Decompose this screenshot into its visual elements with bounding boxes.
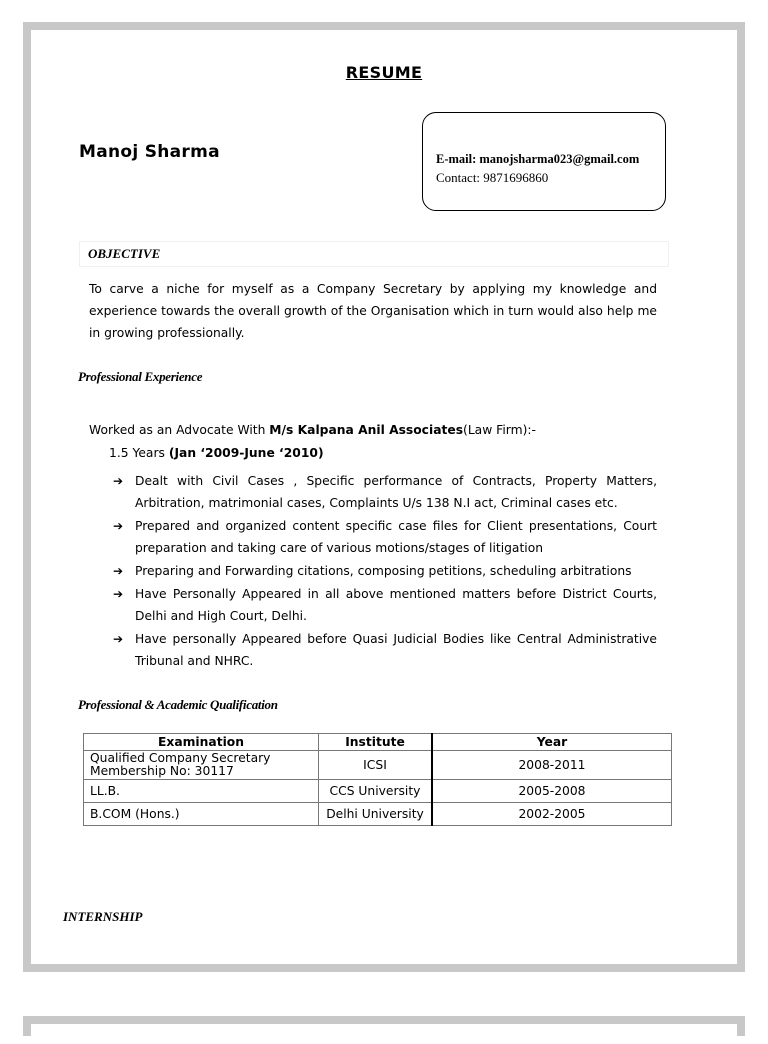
table-cell-institute: Delhi University [319,803,433,826]
list-item [113,515,657,559]
document-title: RESUME [345,63,423,82]
arrow-bullet-icon: ➔ [113,474,124,488]
contact-phone: Contact: 9871696860 [436,170,549,185]
table-cell-institute: ICSI [319,751,433,780]
objective-heading: OBJECTIVE [88,246,161,261]
table-cell-examination: B.COM (Hons.) [84,803,319,826]
duration-prefix: 1.5 Years [109,446,169,460]
bullet-text: Prepared and organized content specific case files for Client presentations, Court preparation and taking care of various motions/stages of litigation [135,519,657,555]
objective-text: To carve a niche for myself as a Company Secretary by applying my knowledge and experience towards the overall growth of the Organisation which in turn would also help me in growing professionally. [89,282,657,340]
bullet-text: Have Personally Appeared in all above mentioned matters before District Courts, Delhi and High Court, Delhi. [135,587,657,623]
qualification-heading: Professional & Academic Qualification [78,697,278,712]
list-item [113,583,657,627]
objective-heading-box [79,241,669,267]
contact-box [422,112,666,211]
bullet-text: Dealt with Civil Cases , Specific performance of Contracts, Property Matters, Arbitration, matrimonial cases, Complaints U/s 138 N.I act, Criminal cases etc. [135,474,657,510]
list-item [113,560,657,582]
arrow-bullet-icon: ➔ [113,519,124,533]
qualification-table [83,733,672,826]
experience-suffix: (Law Firm):- [463,423,536,437]
experience-duration [109,446,324,460]
table-cell-examination: LL.B. [84,780,319,803]
bullet-text: Preparing and Forwarding citations, composing petitions, scheduling arbitrations [135,564,632,578]
experience-prefix: Worked as an Advocate With [89,423,270,437]
internship-heading: INTERNSHIP [63,909,143,924]
table-row [84,751,672,780]
column-header-year: Year [432,734,672,751]
column-header-institute: Institute [319,734,433,751]
bullet-text: Have personally Appeared before Quasi Judicial Bodies like Central Administrative Tribunal and NHRC. [135,632,657,668]
list-item [113,628,657,672]
table-cell-institute: CCS University [319,780,433,803]
candidate-name: Manoj Sharma [79,142,220,162]
table-cell-year: 2005-2008 [432,780,672,803]
document-page-frame [23,22,745,972]
arrow-bullet-icon: ➔ [113,587,124,601]
experience-summary [89,423,536,437]
duration-dates: (Jan ‘2009-June ‘2010) [168,446,324,460]
document-page [31,30,737,964]
list-item [113,470,657,514]
table-row [84,780,672,803]
experience-bullet-list [113,470,657,673]
next-page-frame [23,1016,745,1036]
table-cell-year: 2008-2011 [432,751,672,780]
next-page [31,1024,737,1044]
table-row [84,803,672,826]
table-cell-examination: Qualified Company Secretary Membership No: 30117 [84,751,319,780]
contact-email: E-mail: manojsharma023@gmail.com [436,152,640,166]
column-header-examination: Examination [84,734,319,751]
arrow-bullet-icon: ➔ [113,564,124,578]
arrow-bullet-icon: ➔ [113,632,124,646]
experience-heading: Professional Experience [78,369,203,384]
firm-name: M/s Kalpana Anil Associates [269,423,464,437]
table-header-row [84,734,672,751]
table-cell-year: 2002-2005 [432,803,672,826]
